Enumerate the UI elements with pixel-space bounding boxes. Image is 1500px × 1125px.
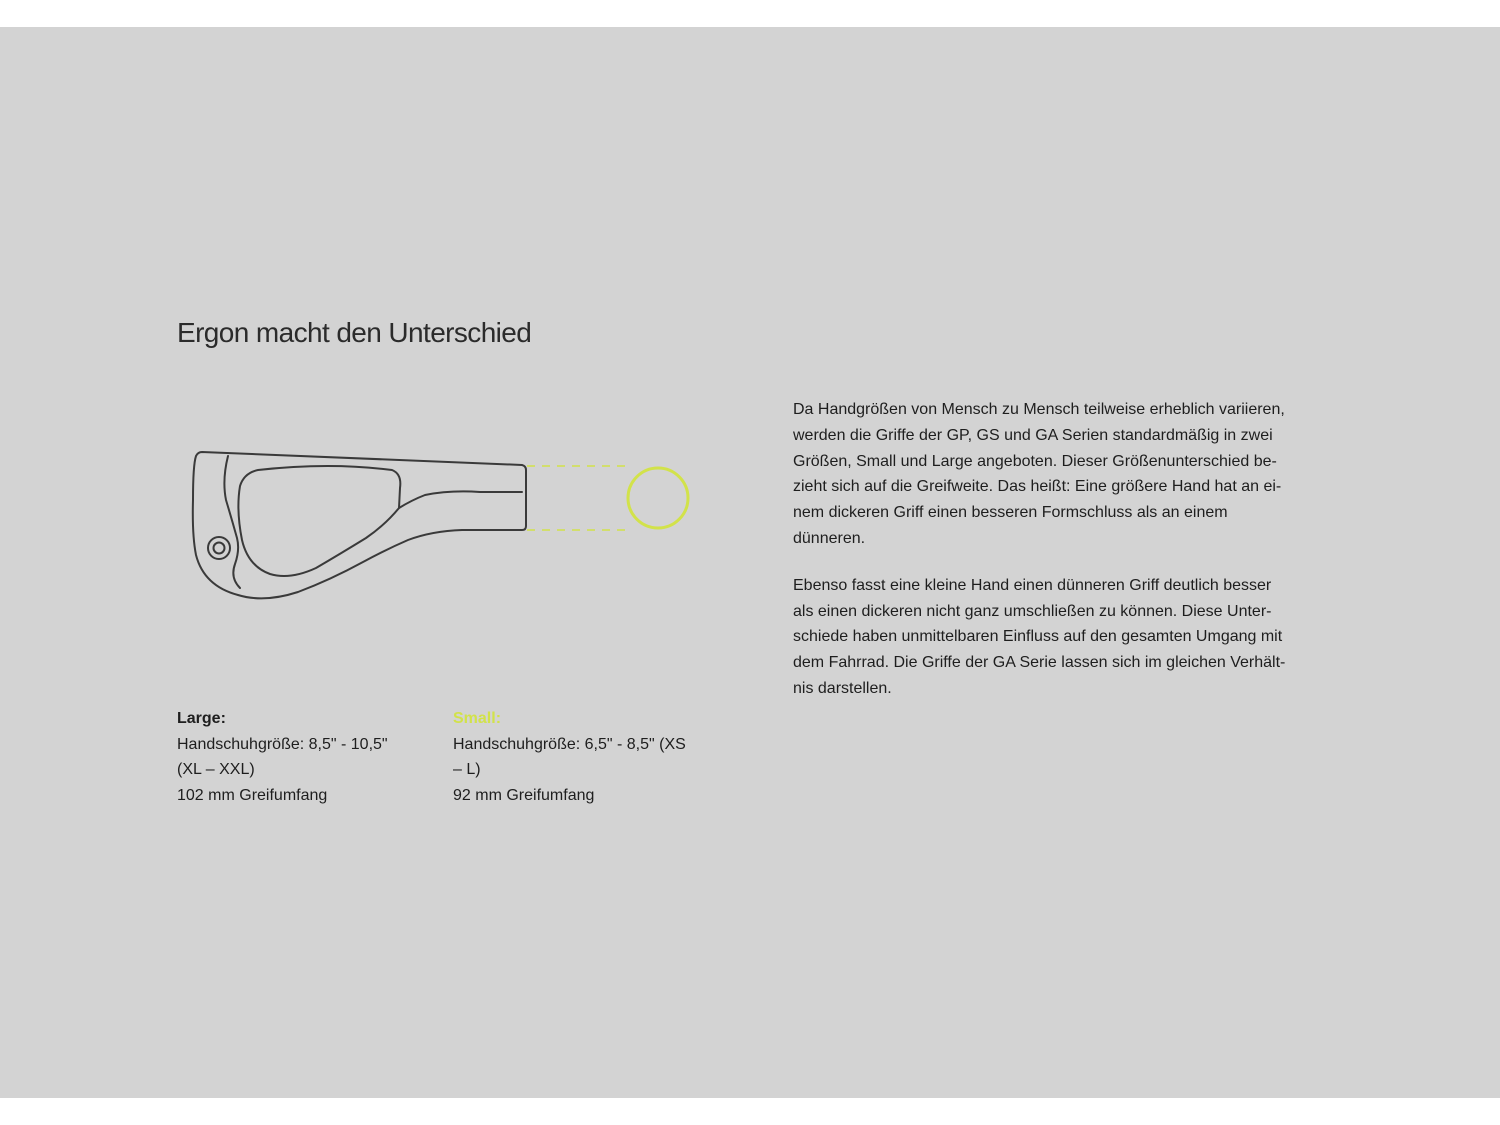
- text-line: nis darstellen.: [793, 679, 892, 697]
- text-line: Da Handgrößen von Mensch zu Mensch teilweise erheblich variieren,: [793, 401, 1285, 418]
- size-line: Handschuhgröße: 6,5" - 8,5" (XS: [453, 735, 686, 753]
- grip-illustration: [180, 440, 710, 615]
- text-line: dünneren.: [793, 529, 866, 547]
- size-label: Small:: [453, 710, 502, 727]
- size-line: (XL – XXL): [177, 761, 255, 778]
- size-line: 102 mm Greifumfang: [177, 786, 328, 804]
- paragraph-2: [793, 573, 1333, 702]
- grip-cross-section-circle-icon: [527, 466, 688, 530]
- size-line: Handschuhgröße: 8,5" - 10,5": [177, 735, 388, 753]
- text-line: nem dickeren Griff einen besseren Formschluss als an einem: [793, 504, 1228, 522]
- text-line: werden die Griffe der GP, GS und GA Serien standardmäßig in zwei: [793, 426, 1273, 444]
- text-line: Ebenso fasst eine kleine Hand einen dünneren Griff deutlich besser: [793, 576, 1272, 594]
- description-text: [793, 397, 1333, 723]
- text-line: schiede haben unmittelbaren Einfluss auf den gesamten Umgang mit: [793, 628, 1283, 646]
- page-title: Ergon macht den Unterschied: [177, 317, 532, 348]
- size-line: – L): [453, 761, 481, 778]
- paragraph-1: [793, 397, 1333, 552]
- size-spec-small: [453, 706, 715, 808]
- text-line: Größen, Small und Large angeboten. Dieser Größenunterschied be-: [793, 452, 1277, 470]
- text-line: zieht sich auf die Greifweite. Das heißt: Eine größere Hand hat an ei-: [793, 478, 1282, 496]
- size-line: 92 mm Greifumfang: [453, 786, 595, 804]
- text-line: als einen dickeren nicht ganz umschließen zu können. Diese Unter-: [793, 602, 1272, 620]
- size-spec-large: [177, 706, 422, 808]
- ergonomic-grip-outline-icon: [193, 452, 526, 598]
- text-line: dem Fahrrad. Die Griffe der GA Serie lassen sich im gleichen Verhält-: [793, 654, 1286, 672]
- size-label: Large:: [177, 710, 226, 727]
